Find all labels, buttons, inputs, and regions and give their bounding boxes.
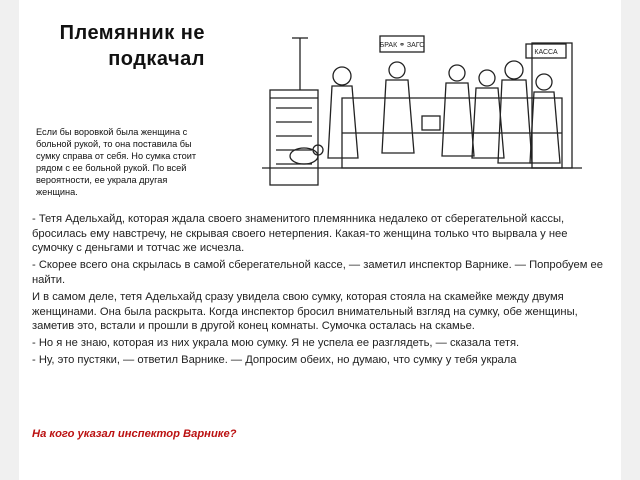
paragraph: И в самом деле, тетя Адельхайд сразу увидела свою сумку, которая стояла на скамейке между двумя женщинами. Она была раскрыта. Когда инспектор бросил внимательный взгляд на сумку, обе женщины, заметив это, встали и прошли в другой конец комнаты. Сумочка осталась на скамье. (32, 290, 578, 333)
bank-scene-illustration (262, 18, 582, 193)
sign-left-text: БРАК ⚭ ЗАГС (379, 42, 425, 49)
sign-right-text: КАССА (534, 49, 558, 56)
paragraph: - Тетя Адельхайд, которая ждала своего знаменитого племянника недалеко от сберегательной кассы, бросилась ему навстречу, не скрывая своего нетерпения. Какая-то женщина только что вырвала у нее сумочку с деньгами и тотчас же исчезла. (32, 213, 568, 255)
page-title: Племянник не подкачал (59, 22, 205, 70)
paragraph: - Но я не знаю, которая из них украла мою сумку. Я не успела ее разглядеть, — сказала тетя. (32, 337, 520, 350)
question-text: На кого указал инспектор Варнике? (32, 428, 237, 440)
story-text (32, 212, 610, 370)
caption-text: Если бы воровкой была женщина с больной рукой, то она поставила бы сумку справа от себя. Но сумка стоит рядом с ее больной рукой. По всей вероятности, ее украла другая женщина. (36, 127, 197, 197)
paragraph: - Ну, это пустяки, — ответил Варнике. — Допросим обеих, но думаю, что сумку у тебя украла (32, 354, 517, 367)
paragraph: - Скорее всего она скрылась в самой сберегательной кассе, — заметил инспектор Варнике. — Попробуем ее найти. (32, 259, 603, 286)
